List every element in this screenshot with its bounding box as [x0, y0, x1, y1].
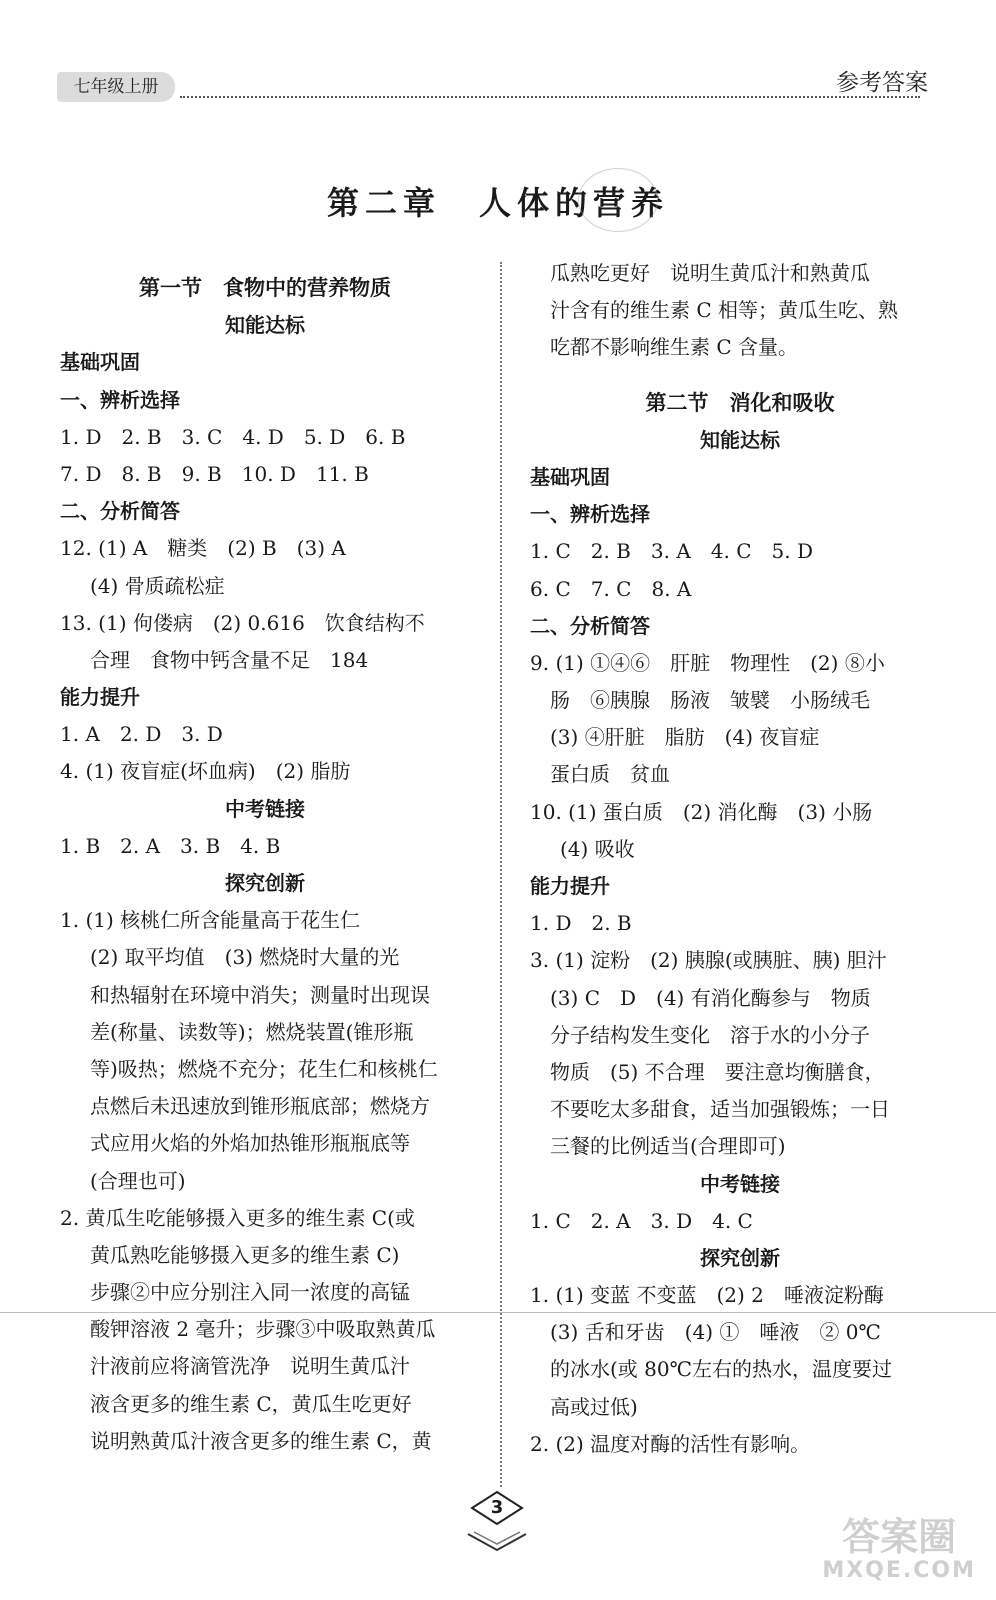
- answer-line: 物质 (5) 不合理 要注意均衡膳食，: [550, 1059, 885, 1084]
- answer-line: 9. (1) ①④⑥ 肝脏 物理性 (2) ⑧小: [530, 650, 885, 675]
- page-number-text: 3: [490, 1497, 504, 1518]
- answer-line: 12. (1) A 糖类 (2) B (3) A: [60, 536, 346, 561]
- answer-line: 13. (1) 佝偻病 (2) 0.616 饮食结构不: [60, 610, 425, 635]
- answer-line: 液含更多的维生素 C，黄瓜生吃更好: [90, 1391, 412, 1416]
- section-gap: [530, 367, 950, 385]
- answer-line: 1. C 2. A 3. D 4. C: [530, 1208, 753, 1233]
- answer-line: 1. (1) 核桃仁所含能量高于花生仁: [60, 908, 361, 933]
- subsection-heading: 知能达标: [700, 427, 780, 452]
- answer-line: 点燃后未迅速放到锥形瓶底部；燃烧方: [90, 1094, 430, 1119]
- chevron-down-icon: [466, 1530, 528, 1556]
- answer-line: 肠 ⑥胰腺 肠液 皱襞 小肠绒毛: [550, 688, 870, 713]
- answer-line: 4. (1) 夜盲症(坏血病) (2) 脂肪: [60, 759, 351, 784]
- chapter-title: 第二章 人体的营养: [326, 184, 669, 222]
- answer-line: 高或过低): [550, 1394, 638, 1419]
- seal-stamp-icon: [578, 168, 658, 232]
- answer-line: (3) 舌和牙齿 (4) ① 唾液 ② 0℃: [550, 1320, 881, 1345]
- answer-line: 分子结构发生变化 溶于水的小分子: [550, 1022, 870, 1047]
- answer-line: 步骤②中应分别注入同一浓度的高锰: [90, 1280, 410, 1305]
- answer-line: 合理 食物中钙含量不足 184: [90, 647, 369, 672]
- answer-line: 1. C 2. B 3. A 4. C 5. D: [530, 539, 813, 564]
- answer-line: (3) C D (4) 有消化酶参与 物质: [550, 985, 871, 1010]
- answer-line: 1. (1) 变蓝 不变蓝 (2) 2 唾液淀粉酶: [530, 1283, 884, 1308]
- subsection-heading: 基础巩固: [530, 464, 610, 489]
- answer-line: 吃都不影响维生素 C 含量。: [550, 335, 799, 360]
- answer-line: 1. D 2. B: [530, 911, 632, 936]
- answer-line: 不要吃太多甜食，适当加强锻炼；一日: [550, 1097, 890, 1122]
- answer-line: 3. (1) 淀粉 (2) 胰腺(或胰脏、胰) 胆汁: [530, 948, 887, 973]
- answer-line: 1. A 2. D 3. D: [60, 722, 223, 747]
- page-number: [470, 1490, 524, 1526]
- subsection-heading: 中考链接: [225, 796, 305, 821]
- answer-line: 的冰水(或 80℃左右的热水，温度要过: [550, 1357, 892, 1382]
- answer-line: 1. B 2. A 3. B 4. B: [60, 833, 281, 858]
- subsection-heading: 探究创新: [700, 1245, 780, 1270]
- watermark-top: 答案圈: [842, 1515, 957, 1559]
- header-title: 参考答案: [836, 70, 928, 96]
- answer-line: (3) ④肝脏 脂肪 (4) 夜盲症: [550, 725, 820, 750]
- answer-line: 差(称量、读数等)；燃烧装置(锥形瓶: [90, 1019, 414, 1044]
- left-column: [60, 270, 470, 1460]
- answer-line: 2. 黄瓜生吃能够摄入更多的维生素 C(或: [60, 1205, 415, 1230]
- answer-line: (4) 骨质疏松症: [90, 573, 225, 598]
- subsection-heading: 中考链接: [700, 1171, 780, 1196]
- answer-line: 瓜熟吃更好 说明生黄瓜汁和熟黄瓜: [550, 261, 870, 285]
- answer-line: 1. D 2. B 3. C 4. D 5. D 6. B: [60, 424, 406, 449]
- answer-line: 汁液前应将滴管洗净 说明生黄瓜汁: [90, 1354, 410, 1379]
- answer-line: 三餐的比例适当(合理即可): [550, 1134, 786, 1159]
- answer-line: 说明熟黄瓜汁液含更多的维生素 C，黄: [90, 1428, 432, 1453]
- answer-line: 6. C 7. C 8. A: [530, 576, 692, 601]
- subsection-heading: 知能达标: [225, 313, 305, 338]
- section-title: 第一节 食物中的营养物质: [139, 276, 391, 300]
- answer-line: (2) 取平均值 (3) 燃烧时大量的光: [90, 945, 400, 970]
- subsection-heading: 基础巩固: [60, 350, 140, 375]
- answer-line: 汁含有的维生素 C 相等；黄瓜生吃、熟: [550, 298, 899, 323]
- grade-tag: 七年级上册: [57, 72, 175, 102]
- subsection-heading: 探究创新: [225, 871, 305, 895]
- answer-line: 式应用火焰的外焰加热锥形瓶瓶底等: [90, 1131, 410, 1156]
- watermark-bottom: MXQE.COM: [822, 1558, 976, 1583]
- answer-line: 10. (1) 蛋白质 (2) 消化酶 (3) 小肠: [530, 799, 873, 824]
- right-column: [530, 255, 950, 1463]
- answer-line: 2. (2) 温度对酶的活性有影响。: [530, 1431, 811, 1456]
- watermark: [822, 1515, 976, 1588]
- subsection-heading: 能力提升: [60, 685, 140, 710]
- answer-line: 黄瓜熟吃能够摄入更多的维生素 C): [90, 1242, 400, 1267]
- answer-line: (合理也可): [90, 1168, 186, 1193]
- answer-line: 7. D 8. B 9. B 10. D 11. B: [60, 461, 369, 486]
- header-dotted-rule: [180, 96, 920, 98]
- subsection-heading: 二、分析简答: [530, 613, 650, 638]
- answer-line: (4) 吸收: [560, 836, 635, 861]
- answer-line: 酸钾溶液 2 毫升；步骤③中吸取熟黄瓜: [90, 1317, 436, 1342]
- answer-line: 蛋白质 贫血: [550, 762, 670, 787]
- section-title: 第二节 消化和吸收: [645, 390, 835, 415]
- subsection-heading: 一、辨析选择: [530, 502, 650, 527]
- subsection-heading: 一、辨析选择: [60, 387, 180, 412]
- column-divider: [500, 262, 502, 1487]
- answer-line: 等)吸热；燃烧不充分；花生仁和核桃仁: [90, 1056, 438, 1081]
- subsection-heading: 能力提升: [530, 874, 610, 898]
- answer-line: 和热辐射在环境中消失；测量时出现误: [90, 982, 430, 1007]
- subsection-heading: 二、分析简答: [60, 499, 180, 524]
